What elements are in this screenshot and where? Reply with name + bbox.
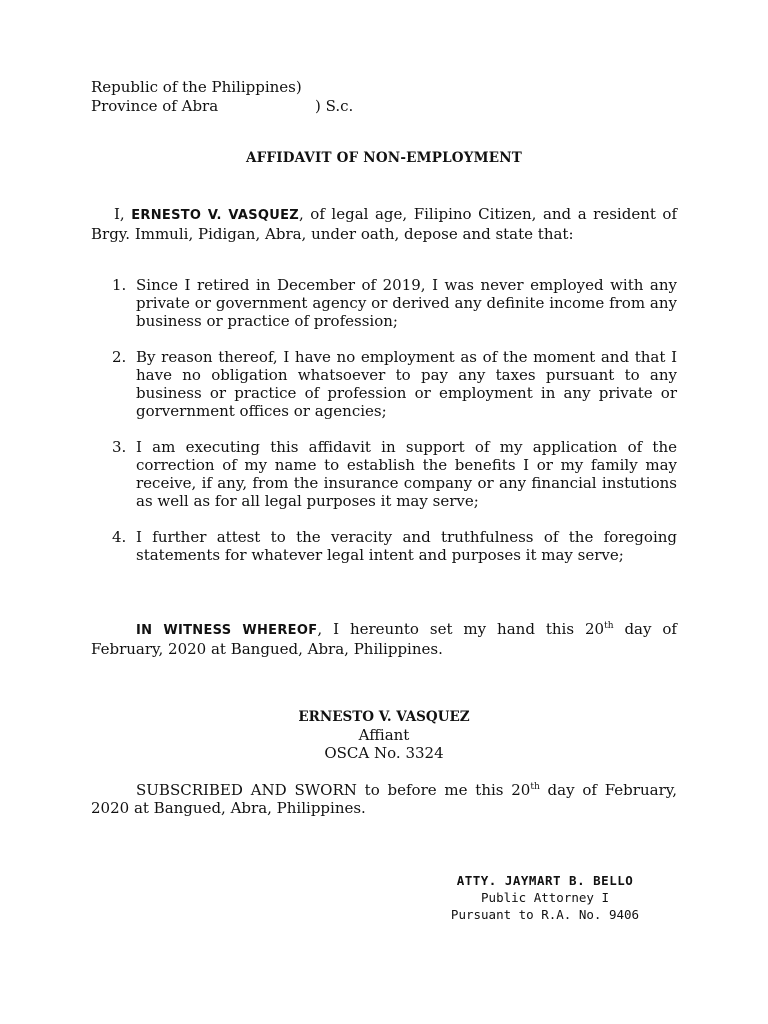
jurat-text-2: day of February, 2020 at Bangued, Abra, Philippines.	[91, 781, 677, 817]
notary-name: ATTY. JAYMART B. BELLO	[456, 873, 634, 888]
affiant-name: ERNESTO V. VASQUEZ	[298, 709, 470, 725]
intro-prefix: I,	[114, 205, 132, 223]
jurat-day-suffix: th	[530, 782, 540, 792]
notary-signature-block	[400, 872, 690, 923]
venue-sc: ) S.c.	[315, 97, 354, 115]
list-item	[112, 438, 677, 510]
list-item	[112, 528, 677, 564]
statement-list	[112, 276, 677, 582]
witness-heading: IN WITNESS WHEREOF	[136, 623, 318, 638]
venue-republic: Republic of the Philippines)	[91, 78, 302, 96]
venue-province-line	[91, 97, 354, 116]
item-text: I further attest to the veracity and truthfulness of the foregoing statements for whatever legal intent and purposes it may serve;	[136, 528, 677, 564]
item-number: 1.	[112, 276, 127, 294]
venue-province: Province of Abra	[91, 97, 219, 115]
venue-block	[91, 78, 354, 116]
witness-day-suffix: th	[604, 621, 614, 631]
affiant-name-inline: ERNESTO V. VASQUEZ	[131, 208, 299, 223]
witness-paragraph	[91, 620, 677, 658]
jurat-text-1: SUBSCRIBED AND SWORN to before me this 20	[136, 781, 531, 799]
affiant-signature-block	[0, 708, 768, 762]
list-item	[112, 348, 677, 420]
notary-title: Public Attorney I	[481, 890, 609, 905]
witness-text-1: , I hereunto set my hand this 20	[317, 620, 605, 638]
affiant-osca-number: OSCA No. 3324	[324, 744, 444, 762]
affiant-role: Affiant	[358, 726, 410, 744]
item-number: 4.	[112, 528, 127, 546]
jurat-paragraph	[91, 781, 677, 817]
witness-text-2: day of February, 2020 at Bangued, Abra, Philippines.	[91, 620, 677, 658]
list-item	[112, 276, 677, 330]
intro-paragraph	[91, 205, 677, 243]
intro-rest: , of legal age, Filipino Citizen, and a resident of Brgy. Immuli, Pidigan, Abra, under oath, depose and state that:	[91, 205, 677, 243]
item-text: I am executing this affidavit in support of my application of the correction of my name to establish the benefits I or my family may receive, if any, from the insurance company or any financial instutions as well as for all legal purposes it may serve;	[136, 438, 677, 510]
item-number: 3.	[112, 438, 127, 456]
document-title: AFFIDAVIT OF NON-EMPLOYMENT	[245, 150, 523, 166]
notary-authority: Pursuant to R.A. No. 9406	[450, 907, 640, 922]
item-text: By reason thereof, I have no employment as of the moment and that I have no obligation whatsoever to pay any taxes pursuant to any business or practice of profession or employment in any private or gorvernment offices or agencies;	[136, 348, 677, 420]
item-number: 2.	[112, 348, 127, 366]
item-text: Since I retired in December of 2019, I was never employed with any private or government agency or derived any definite income from any business or practice of profession;	[136, 276, 677, 330]
